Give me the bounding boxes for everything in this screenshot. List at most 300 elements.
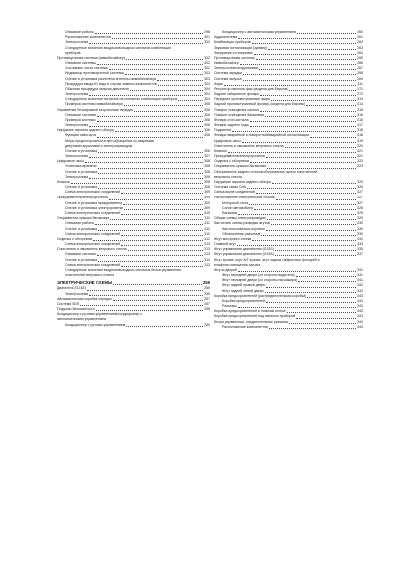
- dot-leader: [250, 121, 357, 122]
- toc-entry-title: Жгут кузова, жгут A/T кузова, жгут задних габаритных фонарей и: [214, 257, 320, 262]
- toc-page-number: 333: [357, 242, 363, 247]
- dot-leader: [266, 287, 356, 288]
- toc-entry: [57, 273, 210, 278]
- dot-leader: [224, 85, 356, 86]
- toc-page-number: 327: [357, 190, 363, 195]
- dot-leader: [126, 59, 203, 60]
- toc-page-number: 335: [357, 247, 363, 252]
- toc-entry-title: Снятие и установка прикуривателя: [65, 200, 122, 205]
- toc-page-number: 309: [204, 205, 210, 210]
- toc-entry-title: Подушки безопасности: [57, 307, 95, 312]
- dot-leader: [238, 271, 356, 272]
- toc-page-number: 311: [204, 221, 210, 226]
- dot-leader: [250, 126, 357, 127]
- toc-entry-title: Клаксон: [57, 179, 71, 184]
- toc-entry-title: Снятие и установка: [65, 257, 98, 262]
- toc-page-number: 313: [204, 262, 210, 267]
- dot-leader: [113, 300, 203, 301]
- toc-page-number: 341: [357, 273, 363, 278]
- toc-page-number: 311: [204, 226, 210, 231]
- toc-page-number: 268: [357, 71, 363, 76]
- toc-entry-title: Прикуриватель/электророзетка: [214, 154, 265, 159]
- dot-leader: [98, 168, 204, 169]
- dot-leader: [265, 292, 357, 293]
- dot-leader: [97, 64, 203, 65]
- toc-entry-title: Снятие и установка: [65, 148, 98, 153]
- toc-page-number: 255: [204, 286, 210, 291]
- toc-right-column: [214, 30, 363, 330]
- dot-leader: [96, 310, 204, 311]
- toc-left-column: [57, 30, 210, 328]
- toc-page-number: 302: [204, 61, 210, 66]
- dot-leader: [95, 224, 203, 225]
- toc-page-number: 265: [357, 55, 363, 60]
- toc-page-number: 343: [357, 293, 363, 298]
- toc-entry-title: Автоматическая коробка передач: [57, 296, 112, 301]
- toc-entry-title: Индикатор противоугонной системы: [65, 71, 124, 76]
- toc-entry-title: Схема электрических соединений: [65, 190, 121, 195]
- toc-page-number: 326: [357, 185, 363, 190]
- toc-page-number: 306: [204, 112, 210, 117]
- toc-entry-title: плафона освещения салона: [214, 262, 261, 267]
- dot-leader: [115, 131, 203, 132]
- toc-entry-title: Описание системы: [65, 252, 96, 257]
- dot-leader: [93, 240, 203, 241]
- toc-page-number: 261: [357, 35, 363, 40]
- toc-entry-title: Фонари аварийной и поворотной/аварийной сигнализации: [214, 133, 310, 138]
- toc-entry-title: автоматическим управлением: [57, 317, 107, 322]
- dot-leader: [242, 142, 357, 143]
- toc-page-number: 298: [204, 30, 210, 34]
- toc-entry-title: Жгут моторного отсека: [214, 236, 252, 241]
- toc-page-number: 260: [204, 322, 210, 327]
- toc-page-number: 312: [204, 231, 210, 236]
- toc-entry-title: Прикуриватель/электророзетка: [57, 195, 108, 200]
- toc-page-number: 342: [357, 283, 363, 288]
- toc-entry-title: Жгут управления двигателем (G13S): [214, 247, 274, 252]
- toc-page-number: 272: [357, 92, 363, 97]
- dot-leader: [254, 54, 357, 55]
- toc-entry-title: Открыватель крышки багажника: [214, 164, 267, 169]
- toc-entry: [57, 323, 210, 328]
- dot-leader: [269, 328, 356, 329]
- toc-entry-title: Снятие и установка электророзетки: [65, 205, 124, 210]
- toc-page-number: 328: [357, 205, 363, 210]
- toc-entry-title: Коробка предохранителей в главном отсеке: [214, 309, 286, 314]
- toc-page-number: 303: [204, 81, 210, 86]
- toc-entry-title: Жгут задней левой двери: [222, 288, 264, 293]
- toc-entry-title: Обычная процедура запуска двигателя: [65, 86, 129, 91]
- toc-entry-title: Блоки управления, соединительные разъемы: [214, 319, 289, 324]
- dot-leader: [310, 137, 356, 138]
- dot-leader: [109, 199, 203, 200]
- dot-leader: [298, 281, 356, 282]
- dot-leader: [85, 162, 204, 163]
- dot-leader: [271, 224, 356, 225]
- toc-entry-title: Очиститель и омыватель ветрового стекла: [214, 143, 284, 148]
- toc-page-number: 313: [204, 252, 210, 257]
- toc-page-number: 327: [357, 200, 363, 205]
- dot-leader: [178, 100, 203, 101]
- toc-page-number: 330: [357, 221, 363, 226]
- dot-leader: [285, 147, 357, 148]
- toc-entry-title: Звуковая сигнализация (зуммер): [214, 45, 268, 50]
- dot-leader: [247, 188, 356, 189]
- toc-page-number: 258: [204, 307, 210, 312]
- dot-leader: [254, 209, 356, 210]
- toc-page-number: 316: [357, 112, 363, 117]
- toc-entry-title: Плафон освещения багажника: [214, 112, 265, 117]
- dot-leader: [97, 255, 203, 256]
- dot-leader: [123, 204, 203, 205]
- toc-page-number: 303: [204, 71, 210, 76]
- dot-leader: [249, 204, 356, 205]
- toc-page-number: 327: [357, 195, 363, 200]
- toc-entry-title: Клаксон: [214, 148, 228, 153]
- dot-leader: [256, 193, 356, 194]
- toc-page-number: 263: [357, 45, 363, 50]
- toc-entry-title: Стандартные значения сигналов на контактах комбинации приборов: [65, 97, 178, 102]
- dot-leader: [297, 33, 356, 34]
- toc-page-number: 312: [204, 242, 210, 247]
- toc-entry-title: Составные части системы: [65, 66, 108, 71]
- toc-entry-title: Запирание и отпирание: [214, 50, 253, 55]
- toc-page-number: 309: [204, 190, 210, 195]
- dot-leader: [158, 85, 204, 86]
- dot-leader: [287, 312, 356, 313]
- dot-leader: [121, 235, 203, 236]
- toc-page-number: 311: [204, 216, 210, 221]
- toc-entry-title: Разъемы: [222, 304, 237, 309]
- toc-page-number: 304: [204, 92, 210, 97]
- dot-leader: [124, 105, 204, 106]
- toc-entry-title: Схема электрических соединений: [65, 262, 121, 267]
- toc-page-number: 306: [204, 107, 210, 112]
- toc-entry-title: Жгут передней двери (со стороны водителя): [222, 273, 295, 278]
- toc-page-number: 304: [204, 97, 210, 102]
- toc-page-number: 323: [357, 164, 363, 169]
- toc-entry-title: Электросхема: [65, 291, 89, 296]
- toc-entry-title: Процедура ввода ID кода в случае замены компонентов: [65, 81, 157, 86]
- toc-entry-title: Фары: [214, 81, 224, 86]
- dot-leader: [266, 157, 356, 158]
- dot-leader: [266, 302, 356, 303]
- dot-leader: [259, 69, 356, 70]
- dot-leader: [95, 33, 203, 34]
- dot-leader: [238, 38, 356, 39]
- dot-leader: [271, 100, 356, 101]
- toc-page-number: 318: [357, 133, 363, 138]
- toc-entry-title: Установка времени: [65, 164, 97, 169]
- toc-entry-title: Противоугонная система (иммобилайзер): [57, 55, 125, 60]
- dot-leader: [121, 193, 203, 194]
- toc-entry-title: Плафон освещения салона: [214, 107, 259, 112]
- toc-entry-title: Схема электрических соединений: [65, 211, 121, 215]
- toc-page-number: 313: [204, 247, 210, 252]
- dot-leader: [243, 80, 357, 81]
- toc-entry-title: Жгут задней правой двери: [222, 283, 266, 288]
- toc-entry-title: Как читать схемы разводки жгутов: [214, 221, 270, 226]
- toc-entry-title: Меры предосторожности при обращении со сварными: [65, 138, 154, 143]
- toc-page-number: 330: [357, 226, 363, 231]
- toc-entry-title: Противоугонная система: [214, 55, 255, 60]
- toc-page-number: 313: [204, 257, 210, 262]
- toc-page-number: 325: [357, 179, 363, 184]
- toc-page-number: 330: [357, 231, 363, 236]
- dot-leader: [98, 173, 203, 174]
- toc-entry-title: Подсветка: [214, 128, 231, 133]
- toc-page-number: 308: [204, 185, 210, 190]
- toc-entry-title: Управление блокировкой встроенным передач: [57, 107, 134, 112]
- toc-entry-title: Расположение компонентов: [222, 324, 268, 329]
- toc-entry-title: Стандартные значения входных/выходных сигналов комбинации: [65, 45, 171, 50]
- dot-leader: [113, 284, 202, 285]
- toc-page-number: 310: [204, 211, 210, 215]
- dot-leader: [89, 178, 203, 179]
- dot-leader: [238, 214, 356, 215]
- toc-entry-title: Электросхема: [65, 123, 89, 128]
- toc-entry-title: Кондиционер с ручным управлением/кондиционер с: [57, 312, 143, 317]
- dot-leader: [98, 230, 203, 231]
- toc-page-number: 260: [357, 30, 363, 34]
- toc-entry-title: Электросхема: [65, 40, 89, 45]
- toc-entry: [214, 325, 363, 330]
- dot-leader: [306, 105, 356, 106]
- toc-entry-title: Электросхема: [65, 174, 89, 179]
- toc-page-number: 316: [357, 117, 363, 122]
- toc-entry-title: Схема электрических соединений: [65, 242, 121, 247]
- toc-page-number: 266: [357, 61, 363, 66]
- toc-entry-title: Кондиционер с автоматическим управлением: [222, 30, 297, 34]
- dot-leader: [289, 323, 356, 324]
- toc-page-number: 306: [204, 123, 210, 128]
- toc-entry-title: Схема электрических соединений: [65, 231, 121, 236]
- toc-entry-title: Описание работы: [65, 30, 94, 34]
- toc-entry-title: Задние габаритные фонари: [214, 92, 260, 97]
- dot-leader: [130, 90, 203, 91]
- toc-entry-title: ветрового стекла: [214, 174, 242, 179]
- toc-page-number: 312: [204, 236, 210, 241]
- toc-entry-title: Комбинация приборов: [214, 40, 251, 45]
- toc-entry-title: Стандартные значения входных/выходных сигналов блока управления: [65, 267, 181, 272]
- dot-leader: [89, 157, 203, 158]
- dot-leader: [121, 266, 203, 267]
- dot-leader: [243, 74, 356, 75]
- dot-leader: [157, 80, 203, 81]
- dot-leader: [260, 95, 356, 96]
- toc-page-number: 317: [357, 123, 363, 128]
- toc-entry-title: Двигатель (G13S): [57, 286, 86, 291]
- toc-page-number: 329: [357, 216, 363, 221]
- toc-entry-title: Функция тайм-аута: [65, 133, 96, 138]
- toc-entry-title: Жгуты дверей: [214, 267, 238, 272]
- toc-entry-title: Цифровые часы: [214, 138, 241, 143]
- toc-page-number: 271: [357, 86, 363, 91]
- toc-entry-title: Система связи CAN: [214, 185, 247, 190]
- dot-leader: [98, 188, 203, 189]
- toc-entry-title: приборов: [65, 50, 81, 55]
- toc-entry-title: Расположение электрических блоков: [214, 195, 275, 200]
- toc-page-number: 264: [357, 50, 363, 55]
- toc-entry-title: ЭЛЕКТРИЧЕСКИЕ СХЕМЫ: [57, 280, 113, 286]
- dot-leader: [240, 64, 357, 65]
- toc-entry-title: Коробка предохранителей под панелью приборов: [214, 314, 296, 319]
- toc-entry-title: Наружные зеркала заднего обзора: [214, 179, 271, 184]
- toc-page-number: 329: [357, 211, 363, 215]
- toc-entry-title: Аудиосистема: [214, 35, 238, 40]
- toc-entry-title: Иммобилайзер: [214, 61, 239, 66]
- dot-leader: [124, 209, 203, 210]
- dot-leader: [71, 183, 203, 184]
- toc-page-number: 257: [204, 301, 210, 306]
- toc-page-number: 307: [204, 154, 210, 159]
- toc-entry-title: Жгут управления двигателем (G15A): [214, 252, 274, 257]
- toc-entry-title: Электросхема: [65, 154, 89, 159]
- toc-entry-title: Главный жгут: [214, 242, 236, 247]
- toc-entry-title: Открыватель крышки багажника: [57, 216, 110, 221]
- toc-entry-title: Описание системы: [65, 61, 96, 66]
- toc-page-number: 320: [357, 143, 363, 148]
- toc-entry-title: Жгут передней двери (со стороны пассажира): [222, 278, 298, 283]
- toc-page-number: 308: [204, 169, 210, 174]
- toc-entry-title: Регулятор наклона фар (модели для Европы): [214, 86, 289, 91]
- toc-page-number: 343: [357, 314, 363, 319]
- toc-page-number: 303: [204, 76, 210, 81]
- toc-page-number: 319: [357, 138, 363, 143]
- dot-leader: [275, 255, 356, 256]
- dot-leader: [260, 111, 356, 112]
- toc-page-number: 306: [204, 133, 210, 138]
- toc-page-number: 343: [357, 309, 363, 314]
- toc-entry-title: Снятие и установка: [65, 185, 98, 190]
- dot-leader: [296, 276, 357, 277]
- dot-leader: [110, 219, 203, 220]
- dot-leader: [237, 245, 356, 246]
- toc-entry-title: Очиститель и омыватель ветрового стекла: [57, 247, 127, 252]
- toc-page-number: 257: [204, 296, 210, 301]
- toc-page-number: 304: [204, 86, 210, 91]
- dot-leader: [128, 250, 204, 251]
- dot-leader: [256, 59, 357, 60]
- dot-leader: [89, 95, 203, 96]
- toc-entry-title: Расположение компонентов: [65, 35, 111, 40]
- toc-entry-title: Моторный отсек: [222, 200, 249, 205]
- toc-page-number: 267: [357, 66, 363, 71]
- dot-leader: [250, 162, 356, 163]
- dot-leader: [97, 121, 204, 122]
- dot-leader: [228, 152, 356, 153]
- toc-entry-title: Обозначение разъемов: [222, 231, 261, 236]
- dot-leader: [109, 69, 203, 70]
- toc-entry-title: Фонари стоп-сигнала: [214, 117, 249, 122]
- toc-page-number: 255: [204, 291, 210, 296]
- dot-leader: [97, 116, 203, 117]
- dot-leader: [267, 168, 356, 169]
- toc-entry-title: Наружные зеркала заднего обзора: [57, 128, 114, 133]
- dot-leader: [112, 38, 203, 39]
- toc-page-number: 262: [357, 40, 363, 45]
- toc-entry-title: дверными зеркалами с электроприводом: [65, 143, 133, 148]
- toc-page-number: 306: [204, 128, 210, 133]
- toc-entry-title: Кондиционер с ручным управлением: [65, 322, 126, 327]
- toc-entry-title: очистителей ветрового стекла: [65, 273, 115, 278]
- dot-leader: [252, 240, 356, 241]
- toc-page-number: 302: [204, 55, 210, 60]
- dot-leader: [98, 261, 203, 262]
- toc-page-number: 301: [204, 35, 210, 40]
- toc-page-number: 305: [204, 102, 210, 107]
- toc-entry-title: Система зарядки: [214, 71, 242, 76]
- toc-page-number: 343: [357, 298, 363, 303]
- toc-page-number: 255: [202, 280, 210, 286]
- toc-page-number: 318: [357, 128, 363, 133]
- toc-page-number: 341: [357, 278, 363, 283]
- toc-page-number: 309: [204, 195, 210, 200]
- toc-entry-title: Снятие и установка усилителя антенны иммобилайзера: [65, 76, 157, 81]
- dot-leader: [89, 43, 203, 44]
- dot-leader: [261, 235, 356, 236]
- toc-page-number: 321: [357, 154, 363, 159]
- toc-entry-title: Проверка системы: [65, 117, 96, 122]
- toc-entry-title: Система SDS: [57, 301, 80, 306]
- dot-leader: [87, 290, 203, 291]
- toc-entry-title: Описание работы: [65, 221, 94, 226]
- dot-leader: [289, 90, 356, 91]
- toc-entry-title: Электростеклоподъемники: [214, 66, 258, 71]
- dot-leader: [238, 307, 356, 308]
- toc-page-number: 322: [357, 159, 363, 164]
- toc-page-number: 341: [357, 267, 363, 272]
- dot-leader: [89, 126, 203, 127]
- dot-leader: [265, 116, 356, 117]
- dot-leader: [307, 297, 356, 298]
- toc-page-number: 331: [357, 236, 363, 241]
- toc-page-number: 306: [204, 117, 210, 122]
- toc-page-number: 337: [357, 252, 363, 257]
- toc-entry-title: Описание системы: [65, 112, 96, 117]
- dot-leader: [267, 219, 357, 220]
- dot-leader: [276, 199, 357, 200]
- dot-leader: [121, 245, 203, 246]
- toc-page-number: 321: [357, 148, 363, 153]
- dot-leader: [275, 250, 356, 251]
- dot-leader: [134, 111, 203, 112]
- dot-leader: [268, 49, 356, 50]
- toc-entry-title: Задний противотуманный фонарь (модели для Европы): [214, 102, 306, 107]
- toc-page-number: 308: [204, 164, 210, 169]
- dot-leader: [126, 326, 203, 327]
- toc-page-number: 314: [357, 102, 363, 107]
- dot-leader: [98, 152, 203, 153]
- toc-entry-title: Коробка предохранителей: [222, 298, 265, 303]
- toc-page-number: 306: [204, 148, 210, 153]
- toc-entry-title: Салон автомобиля: [222, 205, 253, 210]
- toc-page-number: 308: [204, 159, 210, 164]
- toc-page-number: 344: [357, 319, 363, 324]
- toc-entry-title: Сиденья с обогревом: [57, 236, 93, 241]
- dot-leader: [80, 305, 203, 306]
- toc-page-number: 311: [357, 81, 363, 86]
- toc-entry-title: Система запуска: [214, 76, 242, 81]
- toc-entry-title: Цифровые часы: [57, 159, 84, 164]
- dot-leader: [89, 295, 203, 296]
- toc-entry-title: Схема вкупе соединений: [214, 190, 255, 195]
- toc-page-number: 313: [357, 97, 363, 102]
- toc-entry-title: Сиденья с обогревом: [214, 159, 250, 164]
- toc-entry-title: Коробка предохранителей (распределительная коробка): [214, 293, 307, 298]
- toc-page-number: 342: [357, 288, 363, 293]
- dot-leader: [121, 214, 203, 215]
